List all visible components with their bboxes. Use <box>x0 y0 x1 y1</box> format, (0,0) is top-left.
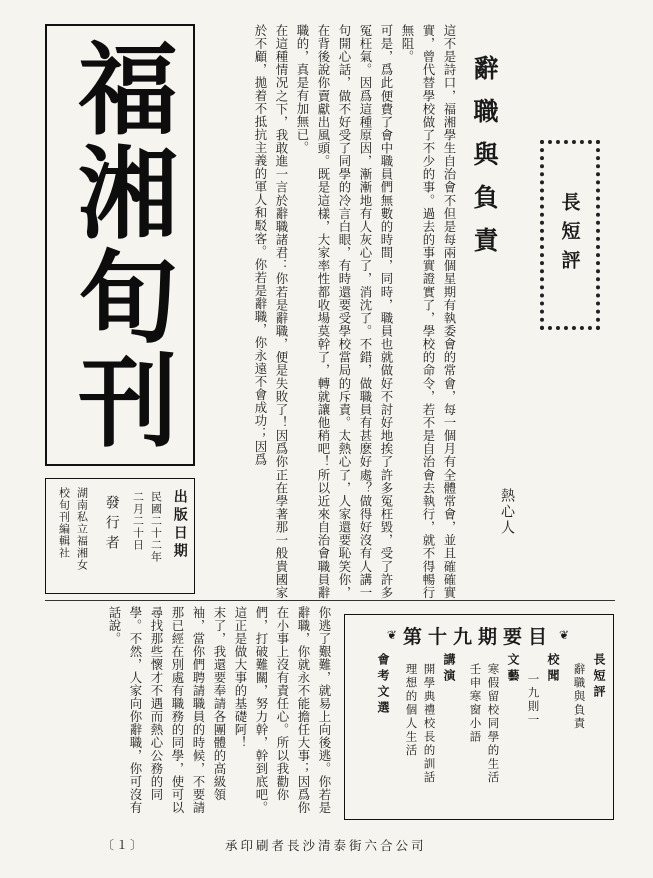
publication-info-box <box>45 478 195 594</box>
printer-credit: 承印刷者長沙清泰街六合公司 <box>225 838 427 853</box>
publisher-line-2: 校旬刊編輯社 <box>57 487 71 559</box>
ornament-icon: ❦ <box>386 628 397 642</box>
column-badge-label: 長短評 <box>558 191 581 279</box>
article-continuation <box>45 606 335 820</box>
article-paragraph: 在這種情况之下，我敢進一言於辭職諸君：你若是辭職，便是失敗了！因爲你正在學著那一般貴國家於不顧，拋着不抵抗主義的軍人和駁客。你若是辭職，你永遠不會成功；因爲 <box>253 24 289 599</box>
ornament-icon: ❦ <box>559 628 570 642</box>
toc-category-lecture: 講演 <box>442 653 456 685</box>
article-paragraph: 可是，爲此便費了會中職員們無數的時間，同時，職員也就做好不討好地挨了許多冤枉毀，受了許多冤枉氣。因爲這種原因，漸漸地有人灰心了，消沈了。不錯，做職員有甚麽好處？做得好沒有人講一句開心話，做不好受了同學的冷言白眼，有時還要受學校當局的斥責。太熱心了，人家還要恥笑你，在背後說你賣獻出風頭。既是這樣，大家率性都收場莫幹了，轉就讓他稍吧！所以近來自治會職員辭職的，真是有加無已。 <box>295 24 394 599</box>
toc-category-school-news: 校聞 <box>546 653 560 685</box>
article-paragraph: 這不是詩口，福湘學生自治會不但是每兩個星期有執委會的常會，每一個月有全體常會，並且確確實實，曾代替學校做了不少的事。過去的事實證實了，學校的命令，若不是自治會去執行，就不得暢行無阻。 <box>400 24 457 599</box>
toc-category-criticism: 長短評 <box>592 653 606 701</box>
article-paragraph: 你逃了艱難，就易上向後逃。你若是辭職，你就永不能擔任大事；因爲你在小事上沒有責任心。所以我勸你們，打破難關，努力幹，幹到底吧。這正是做大事的基礎阿！ <box>233 606 332 814</box>
toc-item-lecture: 理想的個人生活 <box>404 663 419 758</box>
pubdate-day: 二月二十日 <box>131 491 145 551</box>
contents-heading-band <box>353 623 603 647</box>
pubdate-label: 出版日期 <box>171 489 188 561</box>
column-badge <box>540 140 600 330</box>
page-number: 〔１〕 <box>102 838 145 852</box>
toc-item-literary: 寒假留校同學的生活 <box>486 663 501 785</box>
toc-item-school-news: 一九則一 <box>526 673 541 727</box>
toc-item-literary: 壬申寒窗小語 <box>468 663 483 744</box>
contents-heading: 第十九期要目 <box>402 625 553 648</box>
toc-category-reference: 會考文選 <box>376 653 390 717</box>
pubdate-year: 民國二十二年 <box>149 491 163 563</box>
publisher-label: 發行者 <box>103 495 120 555</box>
article-headline: 辭職與負責 <box>470 55 499 270</box>
publisher-line-1: 湖南私立福湘女 <box>75 487 89 571</box>
section-divider <box>45 600 615 601</box>
toc-item-criticism: 辭職與負責 <box>572 663 587 731</box>
toc-item-lecture: 開學典禮校長的訓話 <box>422 663 437 785</box>
article-author: 熱心人 <box>499 488 515 536</box>
contents-box <box>344 614 614 820</box>
article-body <box>210 24 460 599</box>
masthead-title: 福湘旬刊 <box>61 37 179 453</box>
article-paragraph: 末了，我還要奉請各團體的高級領袖，當你們聘請職員的時候，不要請那已經在別處有職務的同學，使可以尋找那些懷才不遇而熱心公務的同學。不然，人家向你辭職，你可沒有話說。 <box>107 606 227 814</box>
toc-category-literary: 文藝 <box>506 653 520 685</box>
masthead-box <box>45 24 195 466</box>
